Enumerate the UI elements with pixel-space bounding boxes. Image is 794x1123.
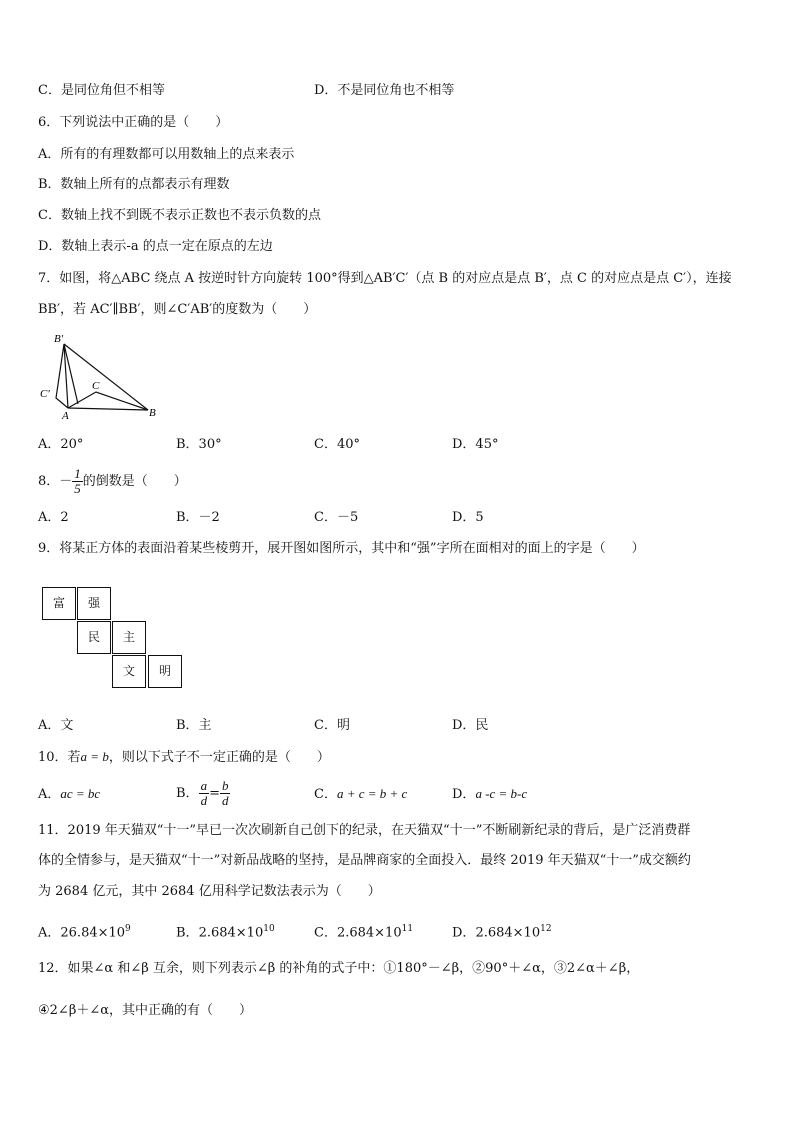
q7-rotation-figure	[36, 328, 166, 420]
q7-option-d: D．45°	[452, 437, 499, 452]
q8-frac-den: 5	[74, 481, 81, 496]
q10-stem-prefix: 10．若	[38, 750, 81, 765]
q7-stem-line1: 7．如图，将△ABC 绕点 A 按逆时针方向旋转 100°得到△AB′C′（点 B 的对应点是点 B′，点 C 的对应点是点 C′），连接	[38, 271, 732, 286]
q11-option-d-exp: 12	[540, 924, 552, 934]
q11-option-c-base: 2.684×10	[336, 925, 402, 941]
q8-option-a: A．2	[38, 510, 69, 525]
q6-option-b: B．数轴上所有的点都表示有理数	[38, 177, 230, 192]
q11-option-c-exp: 11	[401, 924, 414, 934]
q8-option-c: C．－5	[314, 510, 359, 525]
q10-option-b-label: B．	[176, 786, 199, 801]
q7-option-a: A．20°	[38, 437, 84, 452]
q12-stem-line1: 12．如果∠α 和∠β 互余，则下列表示∠β 的补角的式子中：①180°－∠β，②90°＋∠α，③2∠α＋∠β，	[38, 961, 640, 976]
q6-stem: 6．下列说法中正确的是（ ）	[38, 115, 229, 130]
net-cell-min: 民	[77, 621, 111, 654]
q5-option-c: C．是同位角但不相等	[38, 83, 165, 98]
q11-option-d-label: D．	[452, 925, 476, 941]
q10-option-d-expr: a -c = b-c	[475, 786, 528, 801]
q10-option-b-frac1	[199, 779, 210, 808]
label-a: A	[62, 410, 69, 420]
q10-option-d-label: D．	[452, 787, 476, 802]
q11-stem-line1: 11．2019 年天猫双“十一”早已一次次刷新自己创下的纪录，在天猫双“十一”不断刷新纪录的背后，是广泛消费群	[38, 823, 691, 838]
q10-b-num2: b	[221, 778, 229, 793]
q11-option-d	[452, 920, 552, 942]
q10-stem-expr: a = b	[80, 749, 109, 764]
q11-option-a	[38, 920, 131, 942]
net-cell-ming: 明	[148, 655, 182, 688]
q10-stem-suffix: ，则以下式子不一定正确的是（ ）	[108, 750, 330, 765]
q10-b-den1: d	[200, 793, 208, 808]
q8-stem	[38, 467, 187, 497]
q11-option-b-exp: 10	[263, 924, 275, 934]
q10-option-c	[314, 785, 407, 804]
label-b: B	[149, 407, 156, 419]
q9-option-a: A．文	[38, 718, 74, 733]
net-cell-wen: 文	[112, 655, 146, 688]
q6-option-d: D．数轴上表示-a 的点一定在原点的左边	[38, 239, 273, 254]
q8-prefix: 8．－	[38, 474, 73, 489]
q9-option-b: B．主	[176, 718, 212, 733]
net-cell-qiang: 强	[77, 587, 111, 620]
q10-b-num1: a	[200, 778, 208, 793]
q11-option-b-label: B．	[176, 925, 199, 941]
q11-stem-line2: 体的全情参与，是天猫双“十一”对新品战略的坚持，是品牌商家的全面投入．最终 2019 年天猫双“十一”成交额约	[38, 853, 691, 868]
label-c: C	[92, 380, 100, 392]
q8-option-b: B．－2	[176, 510, 220, 525]
net-cell-zhu: 主	[112, 621, 146, 654]
net-cell-fu: 富	[42, 587, 76, 620]
q11-stem-line3: 为 2684 亿元，其中 2684 亿用科学记数法表示为（ ）	[38, 884, 381, 899]
q6-option-a: A．所有的有理数都可以用数轴上的点来表示	[38, 147, 295, 162]
q10-option-a-label: A．	[38, 787, 61, 802]
q8-frac-num: 1	[74, 466, 81, 481]
q11-option-c-label: C．	[314, 925, 337, 941]
q7-option-b: B．30°	[176, 437, 222, 452]
q8-suffix: 的倒数是（ ）	[82, 474, 187, 489]
q7-stem-line2: BB′，若 AC′∥BB′，则∠C′AB′的度数为（ ）	[38, 302, 317, 317]
q12-stem-line2: ④2∠β＋∠α，其中正确的有（ ）	[38, 1003, 253, 1018]
q10-stem	[38, 748, 330, 767]
q10-option-b	[176, 774, 230, 814]
q11-option-b-base: 2.684×10	[198, 925, 264, 941]
label-c-prime: C′	[40, 388, 50, 400]
q11-option-a-exp: 9	[125, 924, 131, 934]
q11-option-b	[176, 920, 275, 942]
q9-option-c: C．明	[314, 718, 350, 733]
label-b-prime: B′	[54, 333, 64, 345]
q10-option-d	[452, 785, 527, 804]
q5-option-d: D．不是同位角也不相等	[314, 83, 455, 98]
q6-option-c: C．数轴上找不到既不表示正数也不表示负数的点	[38, 208, 321, 223]
q11-option-c	[314, 920, 413, 942]
q9-stem: 9．将某正方体的表面沿着某些棱剪开，展开图如图所示，其中和“强”字所在面相对的面上的字是（ ）	[38, 541, 645, 556]
q11-option-a-label: A．	[38, 925, 61, 941]
q11-option-d-base: 2.684×10	[475, 925, 541, 941]
q10-option-b-frac2	[220, 779, 231, 808]
q7-option-c: C．40°	[314, 437, 360, 452]
q10-option-c-label: C．	[314, 787, 337, 802]
q10-option-c-expr: a + c = b + c	[336, 786, 408, 801]
q10-option-a-expr: ac = bc	[60, 786, 101, 801]
q10-b-den2: d	[221, 793, 229, 808]
q8-fraction	[72, 467, 83, 496]
q10-b-eq: =	[209, 786, 220, 801]
q8-option-d: D．5	[452, 510, 484, 525]
q11-option-a-base: 26.84×10	[60, 925, 126, 941]
q9-option-d: D．民	[452, 718, 489, 733]
q10-option-a	[38, 785, 100, 804]
